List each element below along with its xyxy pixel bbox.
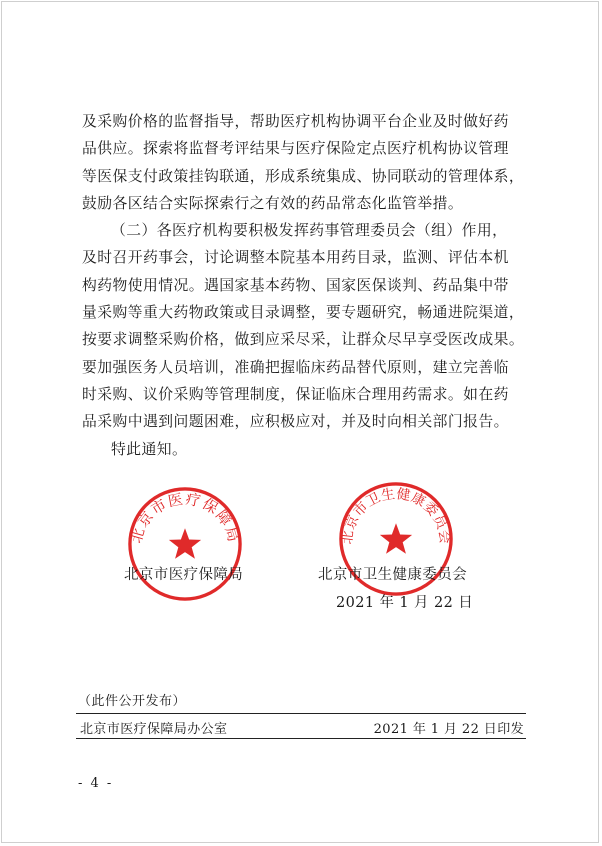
body-line: 等医保支付政策挂钩联通，形成系统集成、协同联动的管理体系， [82,167,525,185]
body-line: 按要求调整采购价格，做到应采尽采，让群众尽早享受医改成果。 [82,331,525,349]
body-line: 构药物使用情况。遇国家基本药物、国家医保谈判、药品集中带 [82,276,509,294]
footer-divider-bottom [76,738,526,739]
body-line: 量采购等重大药物政策或目录调整，要专题研究，畅通进院渠道， [82,304,525,322]
page-number: - 4 - [78,776,114,791]
signature-date: 2021 年 1 月 22 日 [336,595,474,611]
body-line: （二）各医疗机构要积极发挥药事管理委员会（组）作用， [111,222,508,240]
body-line: 要加强医务人员培训，准确把握临床药品替代原则，建立完善临 [82,358,509,376]
print-date: 2021 年 1 月 22 日印发 [373,722,524,737]
body-line: 及时召开药事会，讨论调整本院基本用药目录，监测、评估本机 [82,249,509,267]
footer-divider-top [76,713,526,714]
issuer-office: 北京市医疗保障局办公室 [80,722,228,737]
body-line: 品采购中遇到问题困难，应积极应对，并及时向相关部门报告。 [82,413,509,431]
body-line: 时采购、议价采购等管理制度，保证临床合理用药需求。如在药 [82,385,509,403]
document-body [82,108,524,463]
signature-left-org: 北京市医疗保障局 [124,567,244,583]
seal-text: 北京市卫生健康委员会 [339,486,453,546]
body-line: 鼓励各区结合实际探索行之有效的药品常态化监管举措。 [82,194,464,212]
closing-line: 特此通知。 [111,440,188,458]
publish-note: （此件公开发布） [78,694,187,709]
body-line: 品供应。探索将监督考评结果与医疗保险定点医疗机构协议管理 [82,140,509,158]
body-line: 及采购价格的监督指导，帮助医疗机构协调平台企业及时做好药 [82,113,509,130]
seal-text: 北京市医疗保障局 [127,490,243,546]
signature-right-org: 北京市卫生健康委员会 [318,567,467,583]
